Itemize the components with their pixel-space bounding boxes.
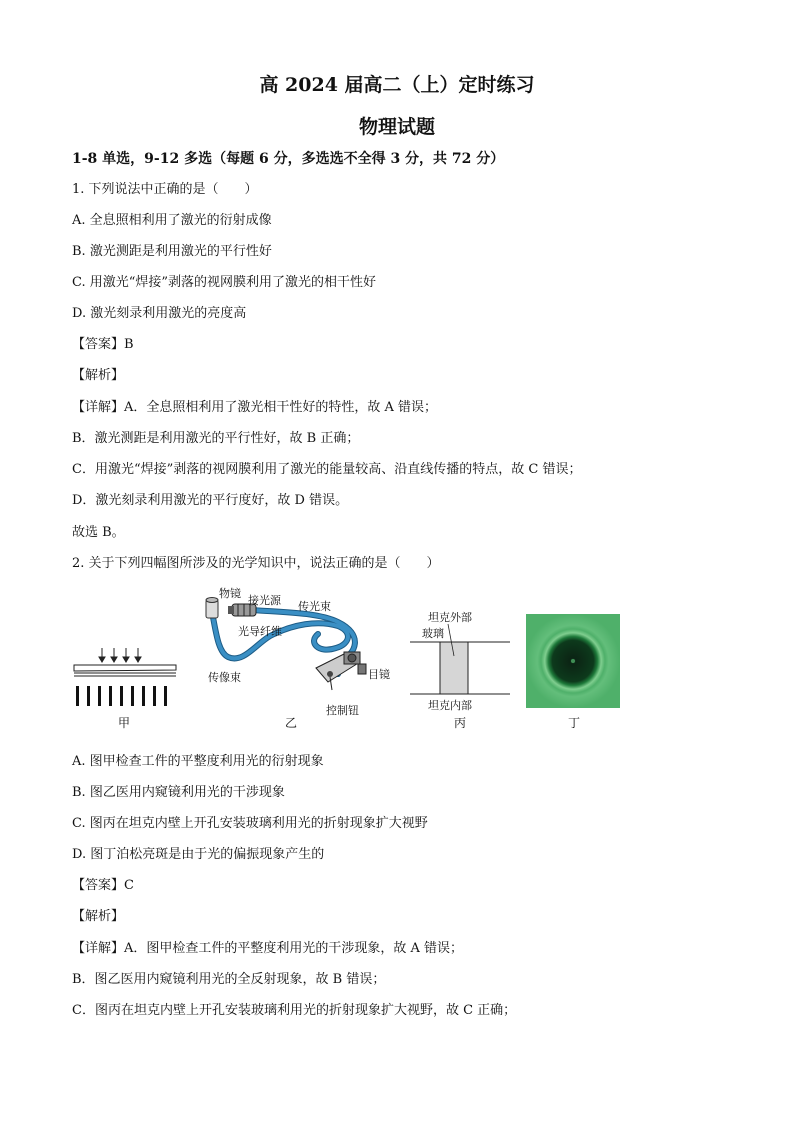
q2-answer: 【答案】C — [72, 878, 134, 893]
q2-option-a: A. 图甲检查工件的平整度利用光的衍射现象 — [72, 754, 324, 769]
page-title: 高 2024 届高二（上）定时练习 — [259, 74, 535, 96]
q2-detail-b: B．图乙医用内窥镜利用光的全反射现象，故 B 错误； — [72, 972, 386, 987]
q2-option-d: D. 图丁泊松亮斑是由于光的偏振现象产生的 — [72, 847, 325, 862]
q2-option-b: B. 图乙医用内窥镜利用光的干涉现象 — [72, 785, 285, 800]
eyepiece-body — [316, 652, 366, 690]
q2-analysis-label: 【解析】 — [72, 909, 125, 924]
label-tank-outside: 坦克外部 — [428, 611, 472, 624]
q1-analysis-label: 【解析】 — [72, 368, 125, 383]
caption-yi: 乙 — [285, 716, 298, 730]
q1-stem: 1. 下列说法中正确的是（ ） — [72, 182, 258, 197]
page-subtitle: 物理试题 — [358, 116, 435, 138]
q1-detail-d: D．激光刻录利用激光的平行度好，故 D 错误。 — [72, 493, 349, 508]
caption-bing: 丙 — [454, 716, 467, 730]
q2-stem: 2. 关于下列四幅图所涉及的光学知识中，说法正确的是（ ） — [72, 556, 440, 571]
q1-option-d: D. 激光刻录利用激光的亮度高 — [72, 306, 247, 321]
q2-detail-a: 【详解】A．图甲检查工件的平整度利用光的干涉现象，故 A 错误； — [72, 941, 464, 956]
label-light-source: 接光源 — [248, 594, 281, 607]
section-instructions: 1-8 单选，9-12 多选（每题 6 分，多选选不全得 3 分，共 72 分） — [72, 151, 505, 167]
q1-answer: 【答案】B — [72, 337, 134, 352]
figure-ding-poisson-spot — [526, 614, 620, 708]
q2-option-c: C. 图丙在坦克内壁上开孔安装玻璃利用光的折射现象扩大视野 — [72, 816, 428, 831]
label-image-beam: 传像束 — [208, 671, 241, 684]
q1-option-b: B. 激光测距是利用激光的平行性好 — [72, 244, 272, 259]
label-eyepiece: 目镜 — [368, 668, 390, 681]
label-fiber: 光导纤维 — [238, 625, 282, 638]
label-objective: 物镜 — [219, 587, 241, 600]
caption-jia: 甲 — [118, 716, 131, 730]
q1-detail-c: C．用激光“焊接”剥落的视网膜利用了激光的能量较高、沿直线传播的特点，故 C 错误； — [72, 462, 582, 477]
q2-detail-c: C．图丙在坦克内壁上开孔安装玻璃利用光的折射现象扩大视野，故 C 正确； — [72, 1003, 517, 1018]
label-control-knob: 控制钮 — [326, 704, 359, 717]
q1-option-c: C. 用激光“焊接”剥落的视网膜利用了激光的相干性好 — [72, 275, 377, 290]
label-light-beam: 传光束 — [298, 600, 331, 613]
q1-option-a: A. 全息照相利用了激光的衍射成像 — [72, 213, 272, 228]
q1-detail-b: B．激光测距是利用激光的平行性好，故 B 正确； — [72, 431, 360, 446]
objective-lens — [206, 598, 218, 619]
label-glass: 玻璃 — [422, 627, 444, 640]
q2-figure — [70, 582, 630, 732]
q1-conclusion: 故选 B。 — [72, 525, 125, 540]
q1-detail-a: 【详解】A．全息照相利用了激光相干性好的特性，故 A 错误； — [72, 400, 438, 415]
figure-jia-diagram — [70, 582, 180, 712]
label-tank-inside: 坦克内部 — [428, 699, 472, 712]
caption-ding: 丁 — [568, 716, 581, 730]
